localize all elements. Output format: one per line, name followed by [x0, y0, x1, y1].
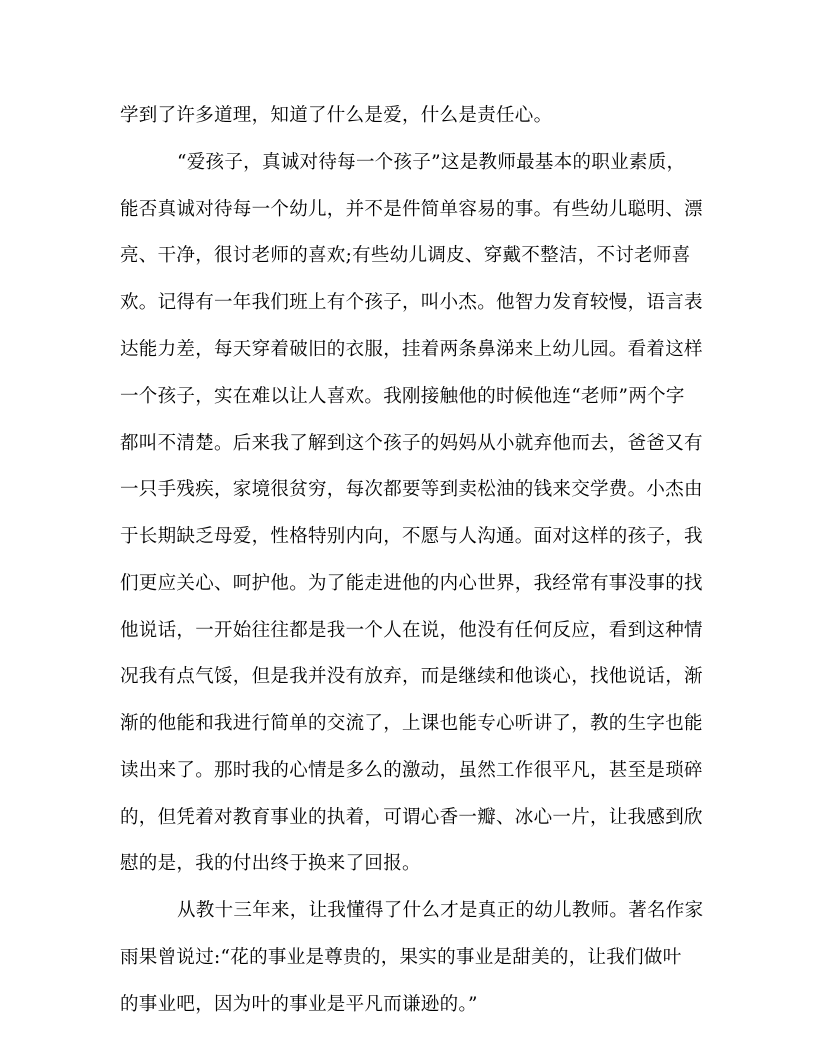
text-line: 学到了许多道理，知道了什么是爱，什么是责任心。 [120, 105, 553, 126]
paragraph-start-line: “爱孩子，真诚对待每一个孩子”这是教师最基本的职业素质， [177, 152, 686, 173]
text-line: 况我有点气馁，但是我并没有放弃，而是继续和他谈心，找他说话，渐 [120, 666, 703, 687]
text-line: 一只手残疾，家境很贫穷，每次都要等到卖松油的钱来交学费。小杰由 [120, 479, 703, 500]
text-line: 们更应关心、呵护他。为了能走进他的内心世界，我经常有事没事的找 [120, 573, 703, 594]
text-line: 的事业吧，因为叶的事业是平凡而谦逊的。” [120, 994, 478, 1015]
text-line: 欢。记得有一年我们班上有个孩子，叫小杰。他智力发育较慢，语言表 [120, 292, 703, 313]
text-line: 一个孩子，实在难以让人喜欢。我刚接触他的时候他连“老师”两个字 [120, 386, 685, 407]
text-line: 雨果曾说过:“花的事业是尊贵的，果实的事业是甜美的，让我们做叶 [120, 947, 682, 968]
paragraph-start-line: 从教十三年来，让我懂得了什么才是真正的幼儿教师。著名作家 [177, 900, 704, 921]
text-line: 达能力差，每天穿着破旧的衣服，挂着两条鼻涕来上幼儿园。看着这样 [120, 339, 703, 360]
text-line: 慰的是，我的付出终于换来了回报。 [120, 853, 421, 874]
text-line: 渐的他能和我进行简单的交流了，上课也能专心听讲了，教的生字也能 [120, 713, 703, 734]
text-line: 亮、干净，很讨老师的喜欢;有些幼儿调皮、穿戴不整洁，不讨老师喜 [120, 245, 691, 266]
text-line: 能否真诚对待每一个幼儿，并不是件简单容易的事。有些幼儿聪明、漂 [120, 199, 703, 220]
text-line: 于长期缺乏母爱，性格特别内向，不愿与人沟通。面对这样的孩子，我 [120, 526, 703, 547]
text-line: 读出来了。那时我的心情是多么的激动，虽然工作很平凡，甚至是琐碎 [120, 760, 703, 781]
text-line: 都叫不清楚。后来我了解到这个孩子的妈妈从小就弃他而去，爸爸又有 [120, 433, 703, 454]
text-line: 的，但凭着对教育事业的执着，可谓心香一瓣、冰心一片，让我感到欣 [120, 807, 703, 828]
text-line: 他说话，一开始往往都是我一个人在说，他没有任何反应，看到这种情 [120, 620, 703, 641]
